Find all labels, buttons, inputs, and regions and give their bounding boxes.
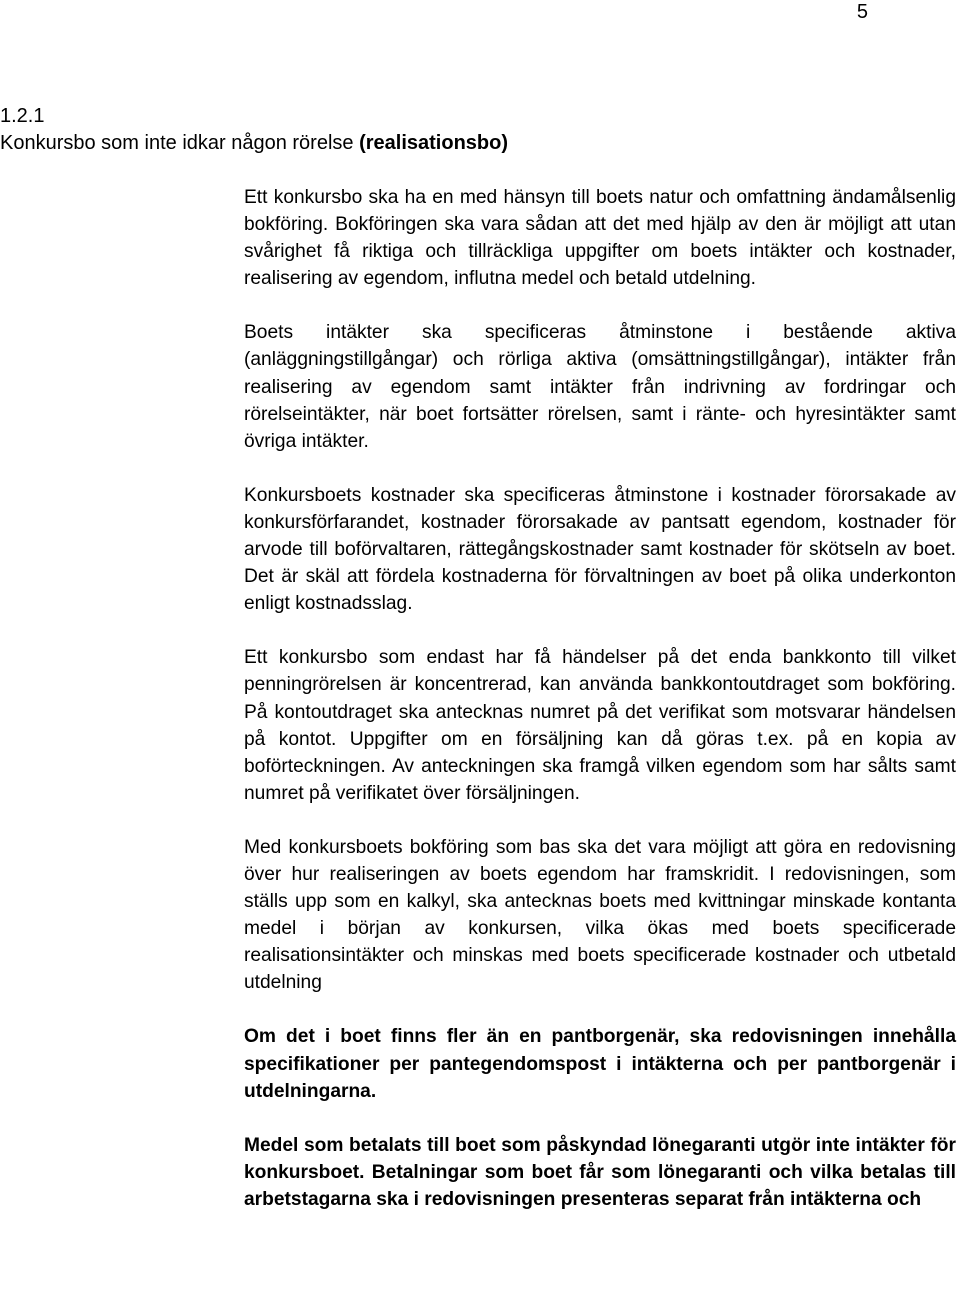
paragraph-bookkeeping-requirement: Ett konkursbo ska ha en med hänsyn till boets natur och omfattning ändamålsenlig bokföring. Bokföringen ska vara sådan att det med hjälp av den är möjligt att utan svårighet få riktiga och tillräckliga uppgifter om boets intäkter och kostnader, realisering av egendom, influtna medel och betald utdelning. — [244, 187, 956, 290]
section-title — [0, 131, 508, 155]
paragraph-bank-statement: Ett konkursbo som endast har få händelser på det enda bankkonto till vilket penningrörelsen är koncentrerad, kan använda bankkontoutdraget som bokföring. På kontoutdraget ska antecknas numret på det verifikat som motsvarar händelsen på kontot. Uppgifter om en försäljning kan då göras t.ex. på en kopia av boförteckningen. Av anteckningen ska framgå vilken egendom som har sålts samt numret på verifikatet över försäljningen. — [244, 647, 956, 804]
section-title-emphasis: (realisationsbo) — [359, 132, 509, 154]
body-text — [244, 184, 956, 1240]
page-number: 5 — [856, 1, 868, 23]
paragraph-cost-specification: Konkursboets kostnader ska specificeras åtminstone i kostnader förorsakade av konkursförfarandet, kostnader förorsakade av pantsatt egendom, kostnader för arvode till boförvaltaren, rättegångskostnader samt kostnader för skötseln av boet. Det är skäl att fördela kostnaderna för förvaltningen av boet på olika underkonton enligt kostnadsslag. — [244, 484, 956, 615]
paragraph-wage-guarantee: Medel som betalats till boet som påskyndad lönegaranti utgör inte intäkter för konkursboet. Betalningar som boet får som lönegaranti och vilka betalas till arbetstagarna ska i redovisningen presenteras separat från intäkterna och — [244, 1134, 956, 1210]
paragraph-income-specification: Boets intäkter ska specificeras åtminstone i bestående aktiva (anläggningstillgångar) och rörliga aktiva (omsättningstillgångar), intäkter från realisering av egendom samt intäkter från indrivning av fordringar och rörelseintäkter, när boet fortsätter rörelsen, samt i ränte- och hyresintäkter samt övriga intäkter. — [244, 322, 956, 452]
paragraph-pledge-holders: Om det i boet finns fler än en pantborgenär, ska redovisningen innehålla specifikationer per pantegendomspost i intäkterna och per pantborgenär i utdelningarna. — [244, 1026, 956, 1102]
paragraph-realisation-report: Med konkursboets bokföring som bas ska det vara möjligt att göra en redovisning över hur realiseringen av boets egendom har framskridit. I redovisningen, som ställs upp som en kalkyl, ska antecknas boets med kvittningar minskade kontanta medel i början av konkursen, vilka ökas med boets specificerade realisationsintäkter och minskas med boets specificerade kostnader och utbetald utdelning — [244, 836, 956, 994]
section-title-text: Konkursbo som inte idkar någon rörelse — [0, 132, 360, 154]
section-number: 1.2.1 — [0, 105, 45, 127]
